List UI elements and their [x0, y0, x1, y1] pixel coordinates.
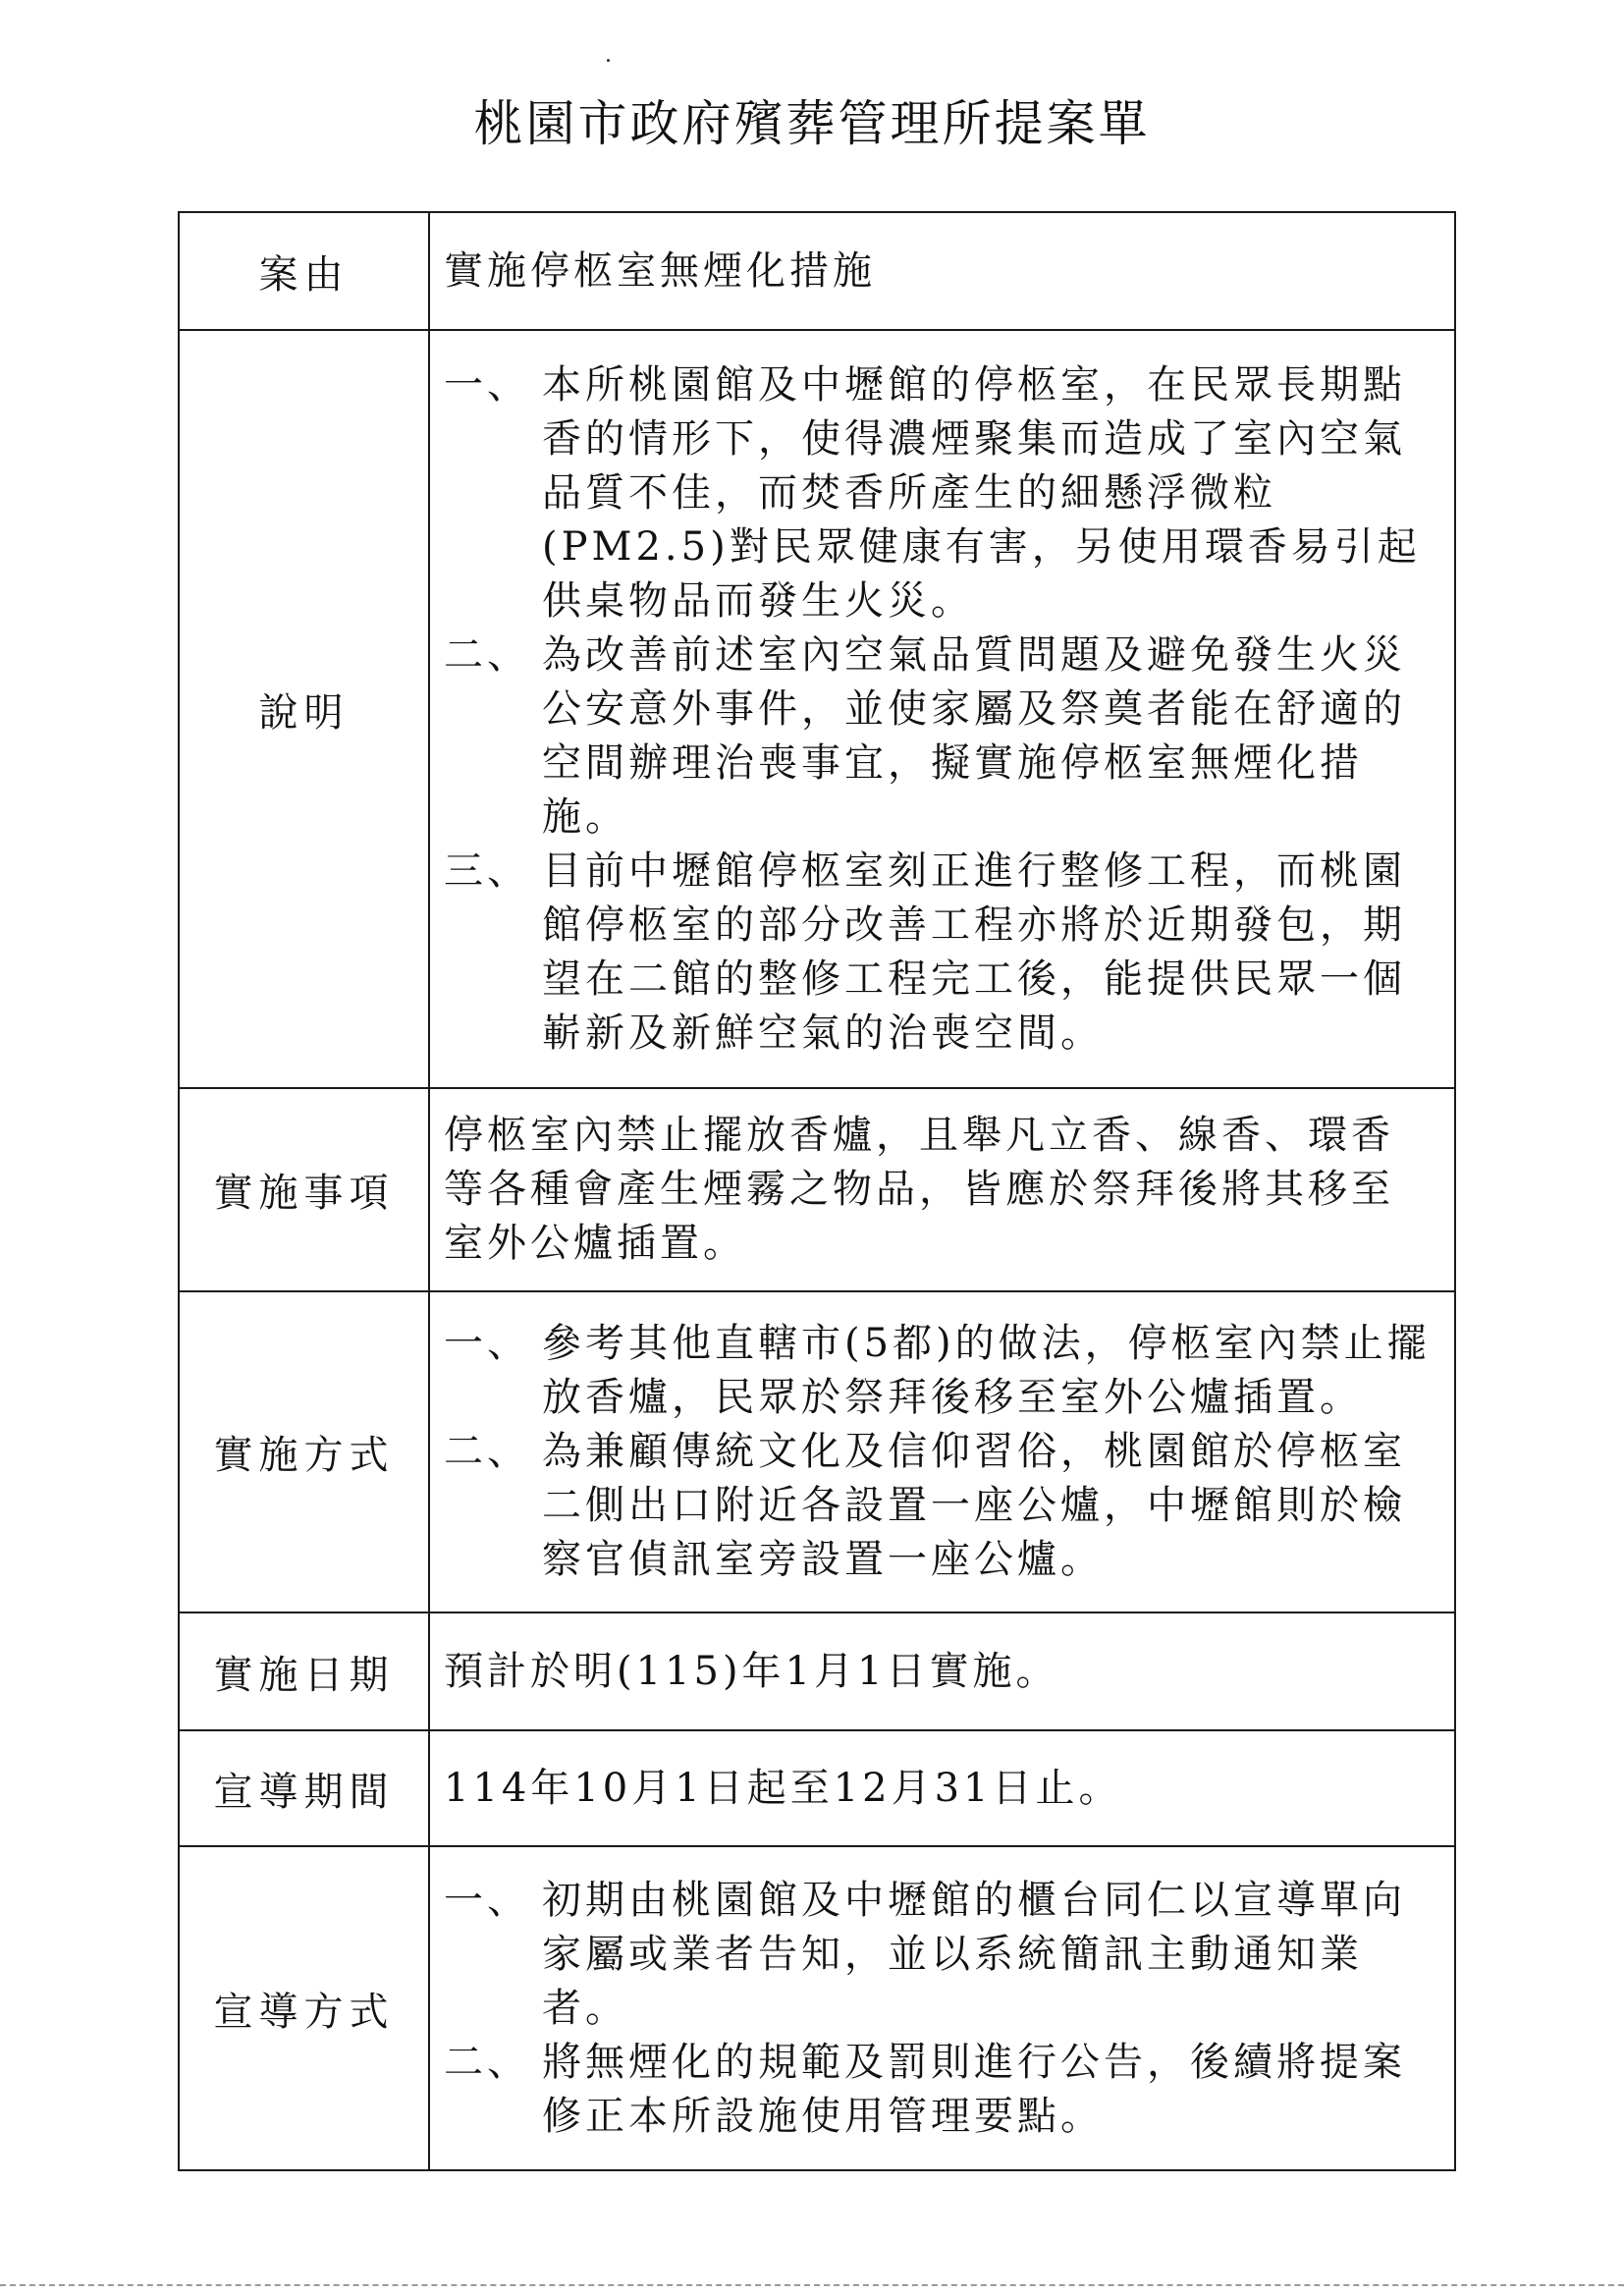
- implementation-items-label: 實施事項: [179, 1088, 429, 1291]
- implementation-date-label: 實施日期: [179, 1612, 429, 1730]
- implementation-method-content: [429, 1291, 1455, 1612]
- description-row: [179, 330, 1455, 1088]
- list-text: 初期由桃園館及中壢館的櫃台同仁以宣導單向家屬或業者告知，並以系統簡訊主動通知業者。: [542, 1877, 1406, 2031]
- list-marker: 二、: [444, 631, 530, 678]
- promotion-method-row: [179, 1846, 1455, 2170]
- scan-speck: [607, 59, 610, 62]
- implementation-method-row: [179, 1291, 1455, 1612]
- scan-bottom-edge: [0, 2284, 1624, 2286]
- list-marker: 三、: [444, 847, 530, 894]
- subject-row: [179, 212, 1455, 330]
- list-item: [444, 1317, 1436, 1425]
- list-text: 本所桃園館及中壢館的停柩室，在民眾長期點香的情形下，使得濃煙聚集而造成了室內空氣品質不佳，而焚香所產生的細懸浮微粒(PM2.5)對民眾健康有害，另使用環香易引起供桌物品而發生火災。: [542, 361, 1421, 624]
- implementation-date-content: 預計於明(115)年1月1日實施。: [429, 1612, 1455, 1730]
- list-item: [444, 2036, 1436, 2144]
- list-text: 為改善前述室內空氣品質問題及避免發生火災公安意外事件，並使家屬及祭奠者能在舒適的空間辦理治喪事宜，擬實施停柩室無煙化措施。: [542, 631, 1406, 840]
- list-text: 將無煙化的規範及罰則進行公告，後續將提案修正本所設施使用管理要點。: [542, 2039, 1406, 2139]
- implementation-date-row: [179, 1612, 1455, 1730]
- list-marker: 一、: [444, 1321, 530, 1366]
- promotion-method-label: 宣導方式: [179, 1846, 429, 2170]
- list-marker: 二、: [444, 1429, 530, 1474]
- list-item: [444, 1425, 1436, 1587]
- list-text: 為兼顧傳統文化及信仰習俗，桃園館於停柩室二側出口附近各設置一座公爐，中壢館則於檢察官偵訊室旁設置一座公爐。: [542, 1429, 1406, 1582]
- list-marker: 二、: [444, 2039, 530, 2085]
- list-item: [444, 628, 1436, 845]
- promotion-method-content: [429, 1846, 1455, 2170]
- promotion-period-row: [179, 1730, 1455, 1846]
- list-text: 參考其他直轄市(5都)的做法，停柩室內禁止擺放香爐，民眾於祭拜後移至室外公爐插置。: [542, 1321, 1431, 1420]
- proposal-form-table: [178, 211, 1456, 2171]
- subject-content: 實施停柩室無煙化措施: [429, 212, 1455, 330]
- page-title: 桃園市政府殯葬管理所提案單: [473, 95, 1151, 152]
- list-item: [444, 845, 1436, 1061]
- list-item: [444, 1874, 1436, 2036]
- list-item: [444, 358, 1436, 628]
- list-marker: 一、: [444, 361, 530, 408]
- implementation-items-row: [179, 1088, 1455, 1291]
- description-label: 說明: [179, 330, 429, 1088]
- promotion-period-content: 114年10月1日起至12月31日止。: [429, 1730, 1455, 1846]
- subject-label: 案由: [179, 212, 429, 330]
- description-content: [429, 330, 1455, 1088]
- list-text: 目前中壢館停柩室刻正進行整修工程，而桃園館停柩室的部分改善工程亦將於近期發包，期望在二館的整修工程完工後，能提供民眾一個嶄新及新鮮空氣的治喪空間。: [542, 847, 1406, 1056]
- implementation-items-content: 停柩室內禁止擺放香爐，且舉凡立香、線香、環香等各種會產生煙霧之物品，皆應於祭拜後將其移至室外公爐插置。: [429, 1088, 1455, 1291]
- promotion-period-label: 宣導期間: [179, 1730, 429, 1846]
- implementation-method-label: 實施方式: [179, 1291, 429, 1612]
- list-marker: 一、: [444, 1877, 530, 1923]
